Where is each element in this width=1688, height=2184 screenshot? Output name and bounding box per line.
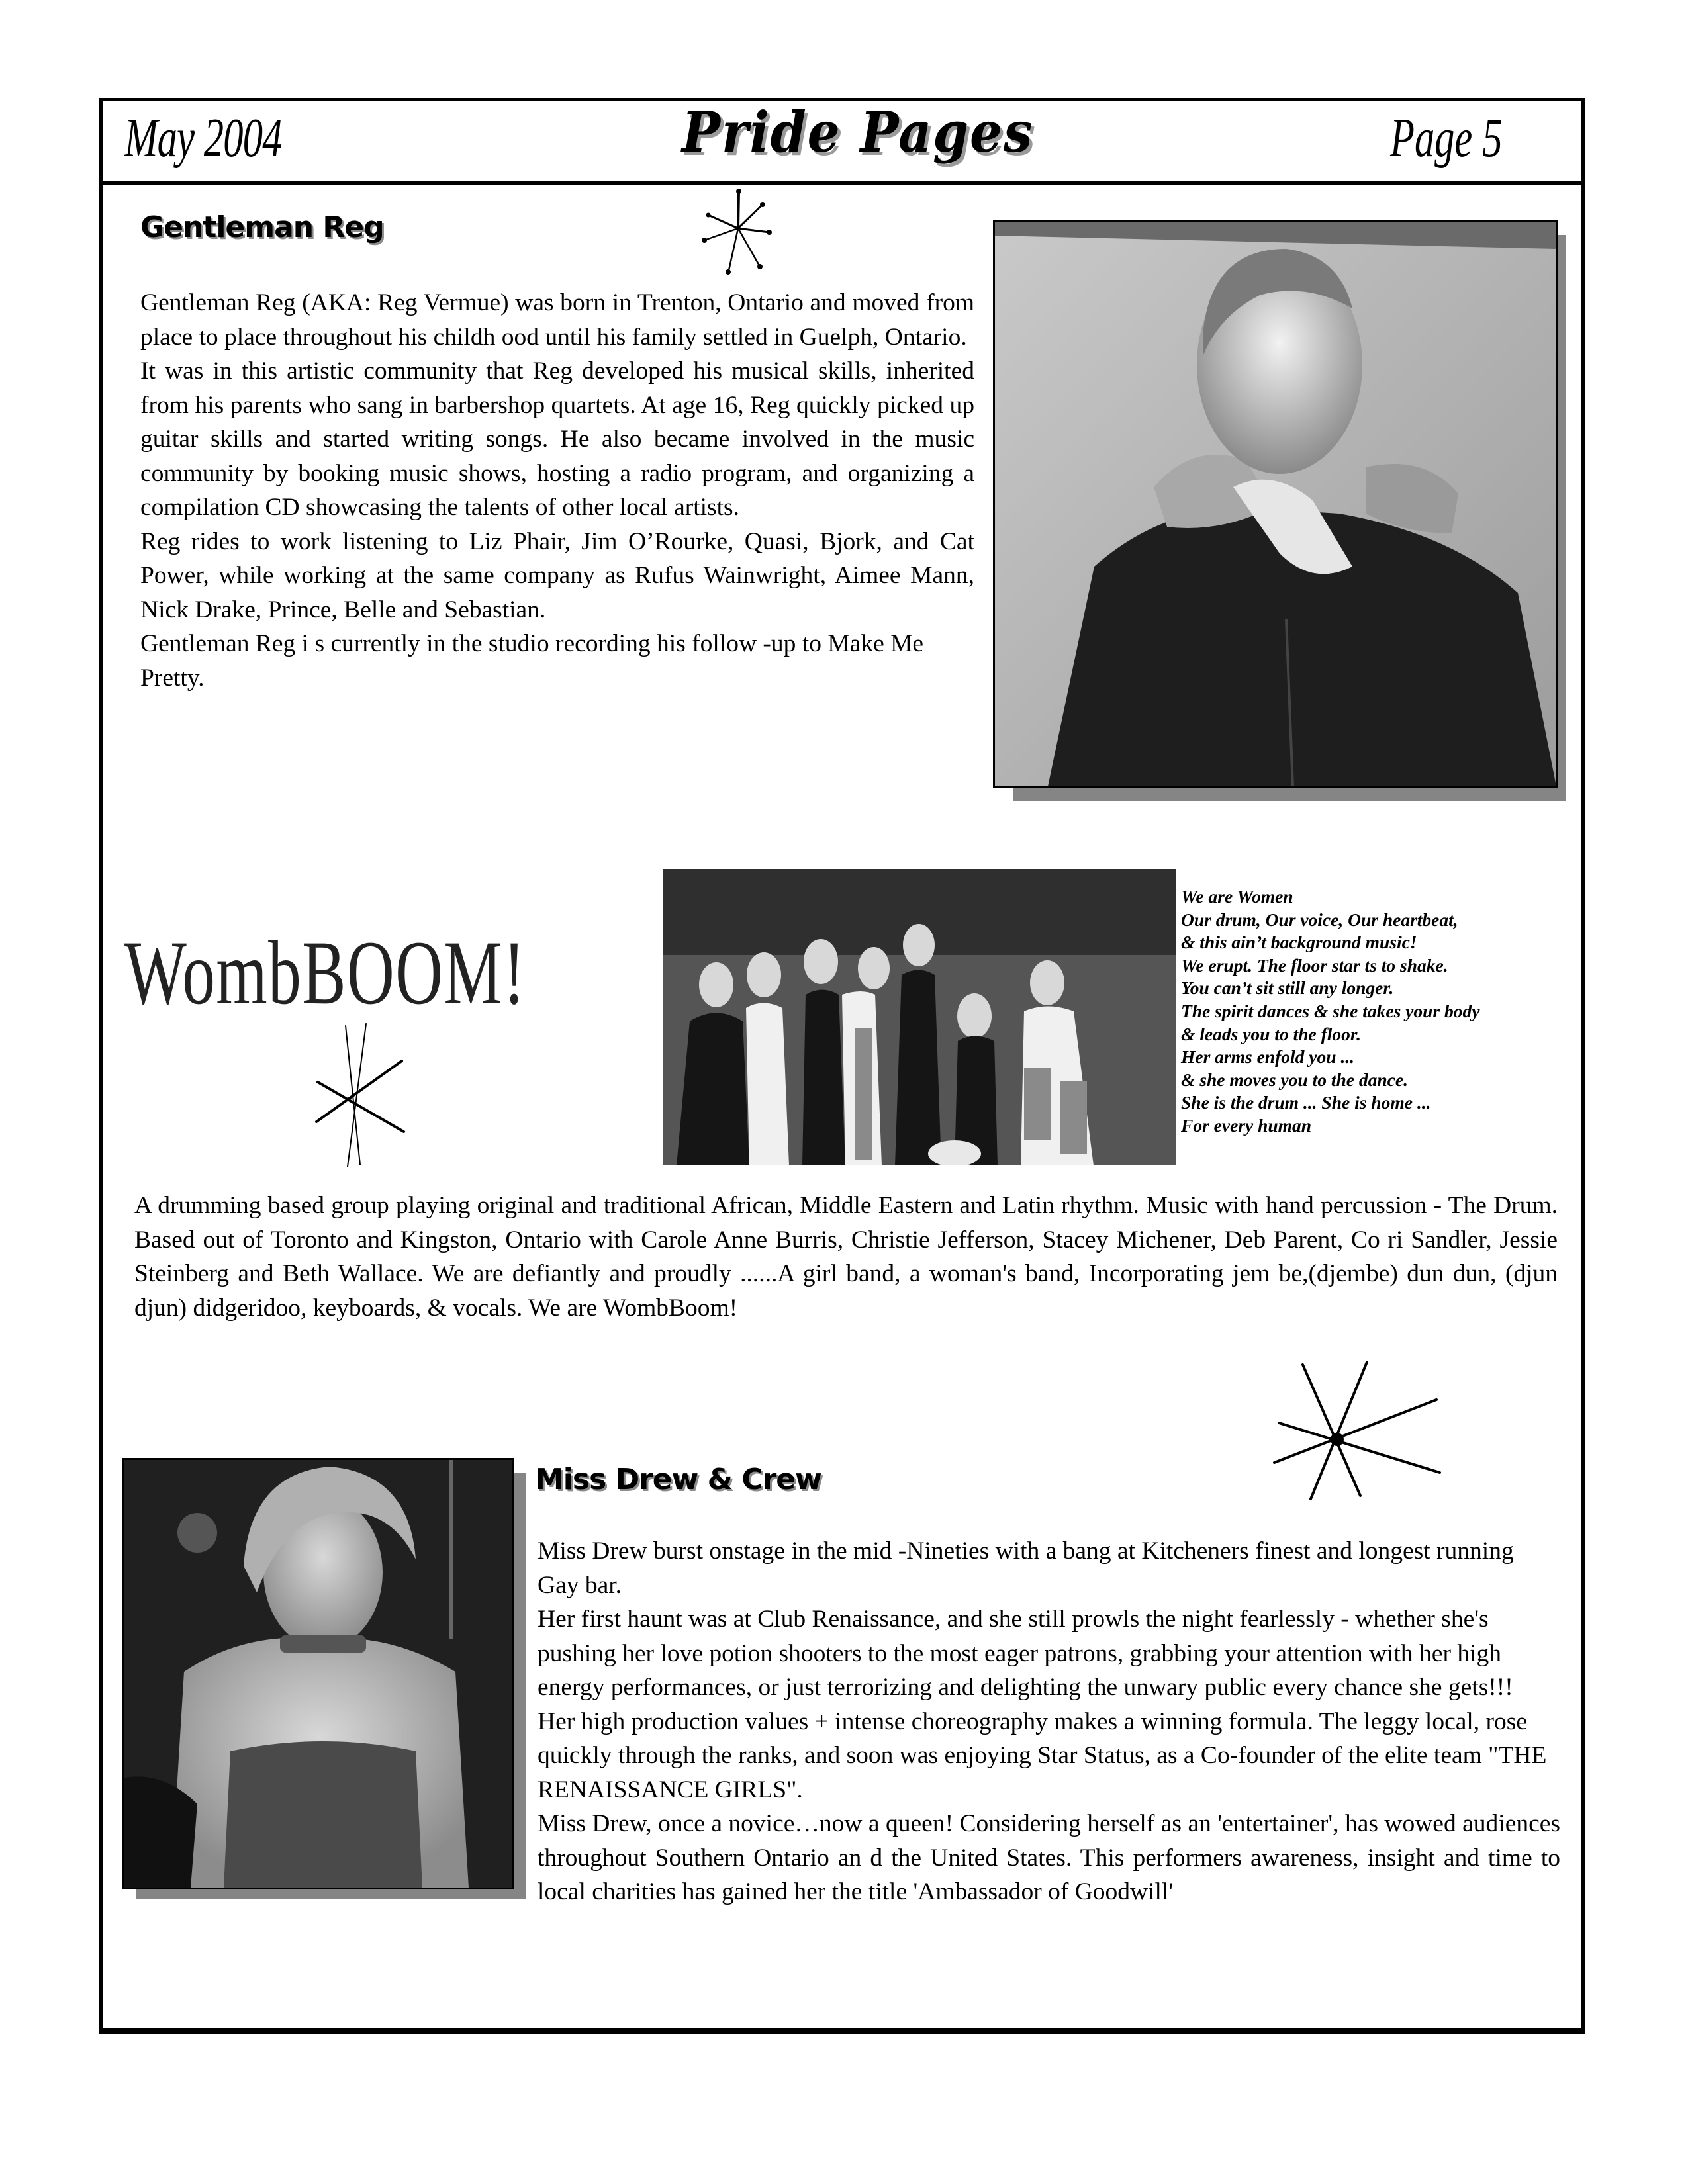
issue-date: May 2004	[124, 107, 282, 169]
paragraph: Gentleman Reg i s currently in the studio recording his follow -up to Make Me Pretty.	[140, 630, 924, 692]
miss-drew-article	[538, 1534, 1560, 1909]
poem-line: Her arms enfold you ...	[1181, 1046, 1355, 1068]
star-icon	[311, 1023, 410, 1168]
poem-line: She is the drum ... She is home ...	[1181, 1092, 1431, 1113]
poem-line: We are Women	[1181, 886, 1293, 907]
poem-line: For every human	[1181, 1115, 1312, 1136]
page-number: Page 5	[1390, 107, 1503, 169]
poem-line: You can’t sit still any longer.	[1181, 978, 1394, 999]
portrait-photo-icon	[124, 1460, 512, 1888]
wombboom-description: A drumming based group playing original and traditional African, Middle Eastern and Latin rhythm. Music with hand percussion - The Drum. Based out of Toronto and Kingston, Ontario with Carole Anne Burris, Christie Jefferson, Stacey Michener, Deb Parent, Co ri Sandler, Jessie Steinberg and Beth Wallace. We are defiantly and proudly ......A girl band, a woman's band, Incorporating jem be,(djembe) dun dun, (djun djun) didgeridoo, keyboards, & vocals. We are WombBoom!	[134, 1192, 1558, 1322]
paragraph: Reg rides to work listening to Liz Phair, Jim O’Rourke, Quasi, Bjork, and Cat Power, while working at the same company as Rufus Wainwright, Aimee Mann, Nick Drake, Prince, Belle and Sebastian.	[140, 527, 974, 623]
star-icon	[1271, 1357, 1443, 1502]
miss-drew-photo	[122, 1458, 514, 1889]
paragraph: It was in this artistic community that Reg developed his musical skills, inherited from his parents who sang in barbershop quartets. At age 16, Reg quickly picked up guitar skills and started writing songs. He also became involved in the music community by booking music shows, hosting a radio program, and organizing a compilation CD showcasing the talents of other local artists.	[140, 357, 974, 521]
poem-line: The spirit dances & she takes your body	[1181, 1000, 1480, 1021]
portrait-photo-icon	[995, 222, 1556, 786]
poem-line: Our drum, Our voice, Our heartbeat,	[1181, 909, 1458, 930]
header-rule	[99, 181, 1585, 185]
paragraph: Her first haunt was at Club Renaissance, and she still prowls the night fearlessly - whether she's pushing her love potion shooters to the most eager patrons, grabbing your attention with her high energy performances, or just terrorizing and delighting the unwary public every chance she gets!!!	[538, 1606, 1513, 1701]
paragraph: Gentleman Reg (AKA: Reg Vermue) was born in Trenton, Ontario and moved from place to place throughout his childh ood until his family settled in Guelph, Ontario.	[140, 289, 974, 351]
paragraph: Miss Drew, once a novice…now a queen! Considering herself as an 'entertainer', has wowed audiences throughout Southern Ontario an d the United States. This performers awareness, insight and time to local charities has gained her the title 'Ambassador of Goodwill'	[538, 1810, 1560, 1905]
poem-line: & she moves you to the dance.	[1181, 1069, 1408, 1090]
gentleman-reg-photo	[993, 220, 1558, 788]
wombboom-poem	[1181, 886, 1479, 1138]
poem-line: & leads you to the floor.	[1181, 1023, 1361, 1044]
paragraph: Miss Drew burst onstage in the mid -Nineties with a bang at Kitcheners finest and longest running Gay bar.	[538, 1537, 1514, 1599]
section-title-gentleman-reg: Gentleman Reg	[140, 210, 384, 244]
paragraph: Her high production values + intense choreography makes a winning formula. The leggy local, rose quickly through the ranks, and soon was enjoying Star Status, as a Co-founder of the elite team "THE RENAISSANCE GIRLS".	[538, 1707, 1547, 1803]
section-title-miss-drew: Miss Drew & Crew	[535, 1463, 821, 1496]
poem-line: & this ain’t background music!	[1181, 932, 1417, 953]
star-icon	[702, 189, 781, 275]
wombboom-logo: WombBOOM!	[124, 922, 526, 1023]
poem-line: We erupt. The floor star ts to shake.	[1181, 954, 1448, 976]
wombboom-group-photo	[663, 869, 1176, 1165]
masthead-logo: Pride Pages	[682, 99, 1034, 165]
gentleman-reg-article	[140, 286, 974, 695]
group-photo-icon	[663, 869, 1176, 1165]
